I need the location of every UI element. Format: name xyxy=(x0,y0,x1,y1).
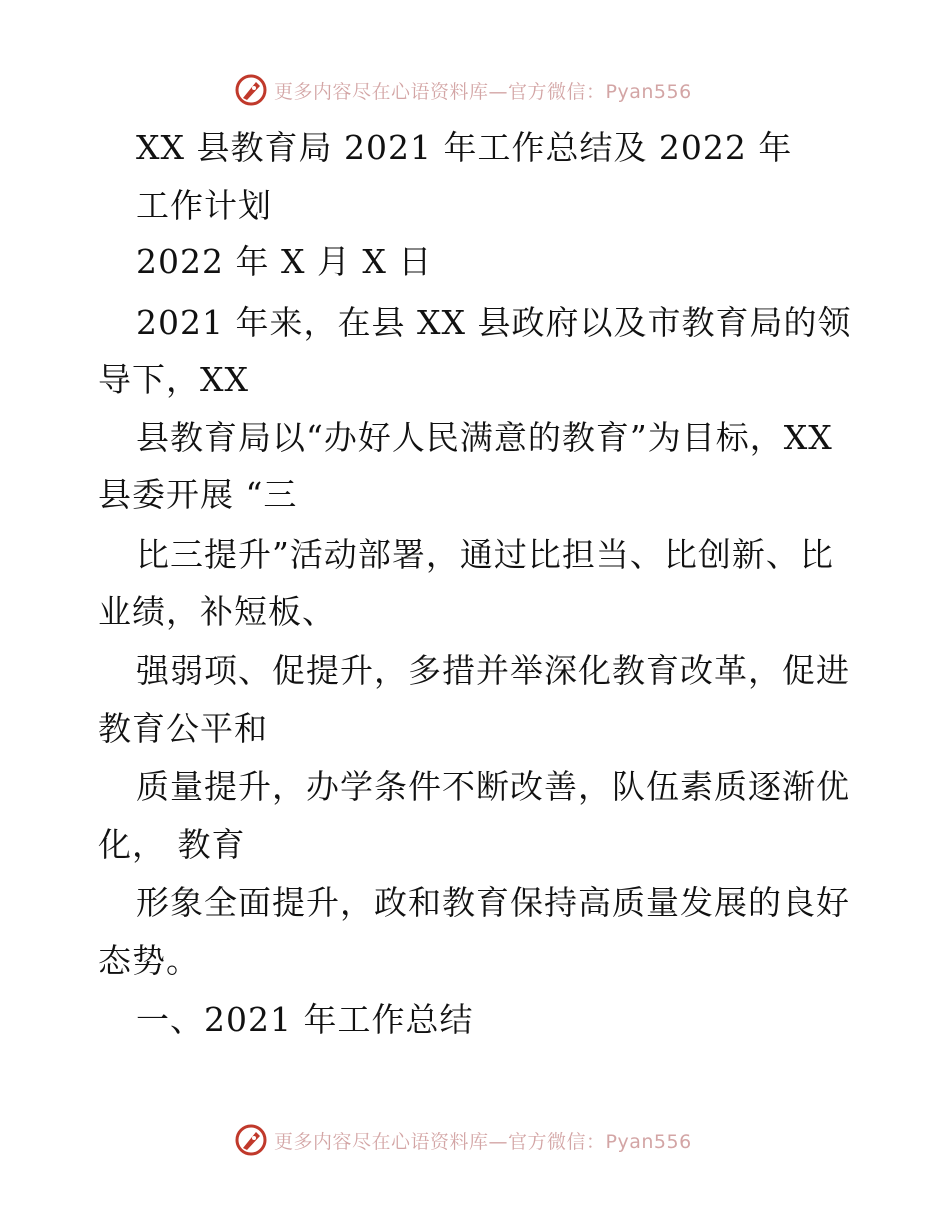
watermark-footer xyxy=(234,1122,692,1158)
body-line: 导下，XX xyxy=(98,360,249,399)
section-heading: 一、2021 年工作总结 xyxy=(136,1000,474,1039)
watermark-header xyxy=(234,72,692,108)
body-line: 强弱项、促提升，多措并举深化教育改革，促进 xyxy=(136,651,850,690)
body-line: 形象全面提升，政和教育保持高质量发展的良好 xyxy=(136,883,850,922)
body-line: 县教育局以“办好人民满意的教育”为目标，XX xyxy=(136,418,833,457)
body-line: 化， 教育 xyxy=(98,825,246,864)
pen-nib-logo-icon xyxy=(234,73,268,107)
watermark-text: 更多内容尽在心语资料库—官方微信：Pyan556 xyxy=(274,1130,692,1153)
title-line-1: XX 县教育局 2021 年工作总结及 2022 年 xyxy=(136,128,793,167)
body-line: 2021 年来，在县 XX 县政府以及市教育局的领 xyxy=(136,303,852,342)
title-line-2: 工作计划 xyxy=(136,186,272,225)
body-line: 质量提升，办学条件不断改善，队伍素质逐渐优 xyxy=(136,767,850,806)
body-line: 态势。 xyxy=(98,941,200,980)
body-line: 比三提升”活动部署，通过比担当、比创新、比 xyxy=(136,535,834,574)
body-line: 业绩，补短板、 xyxy=(98,592,336,631)
date-line: 2022 年 X 月 X 日 xyxy=(136,242,433,281)
pen-nib-logo-icon xyxy=(234,1123,268,1157)
body-line: 县委开展 “三 xyxy=(98,475,298,514)
watermark-text: 更多内容尽在心语资料库—官方微信：Pyan556 xyxy=(274,80,692,103)
body-line: 教育公平和 xyxy=(98,709,268,748)
